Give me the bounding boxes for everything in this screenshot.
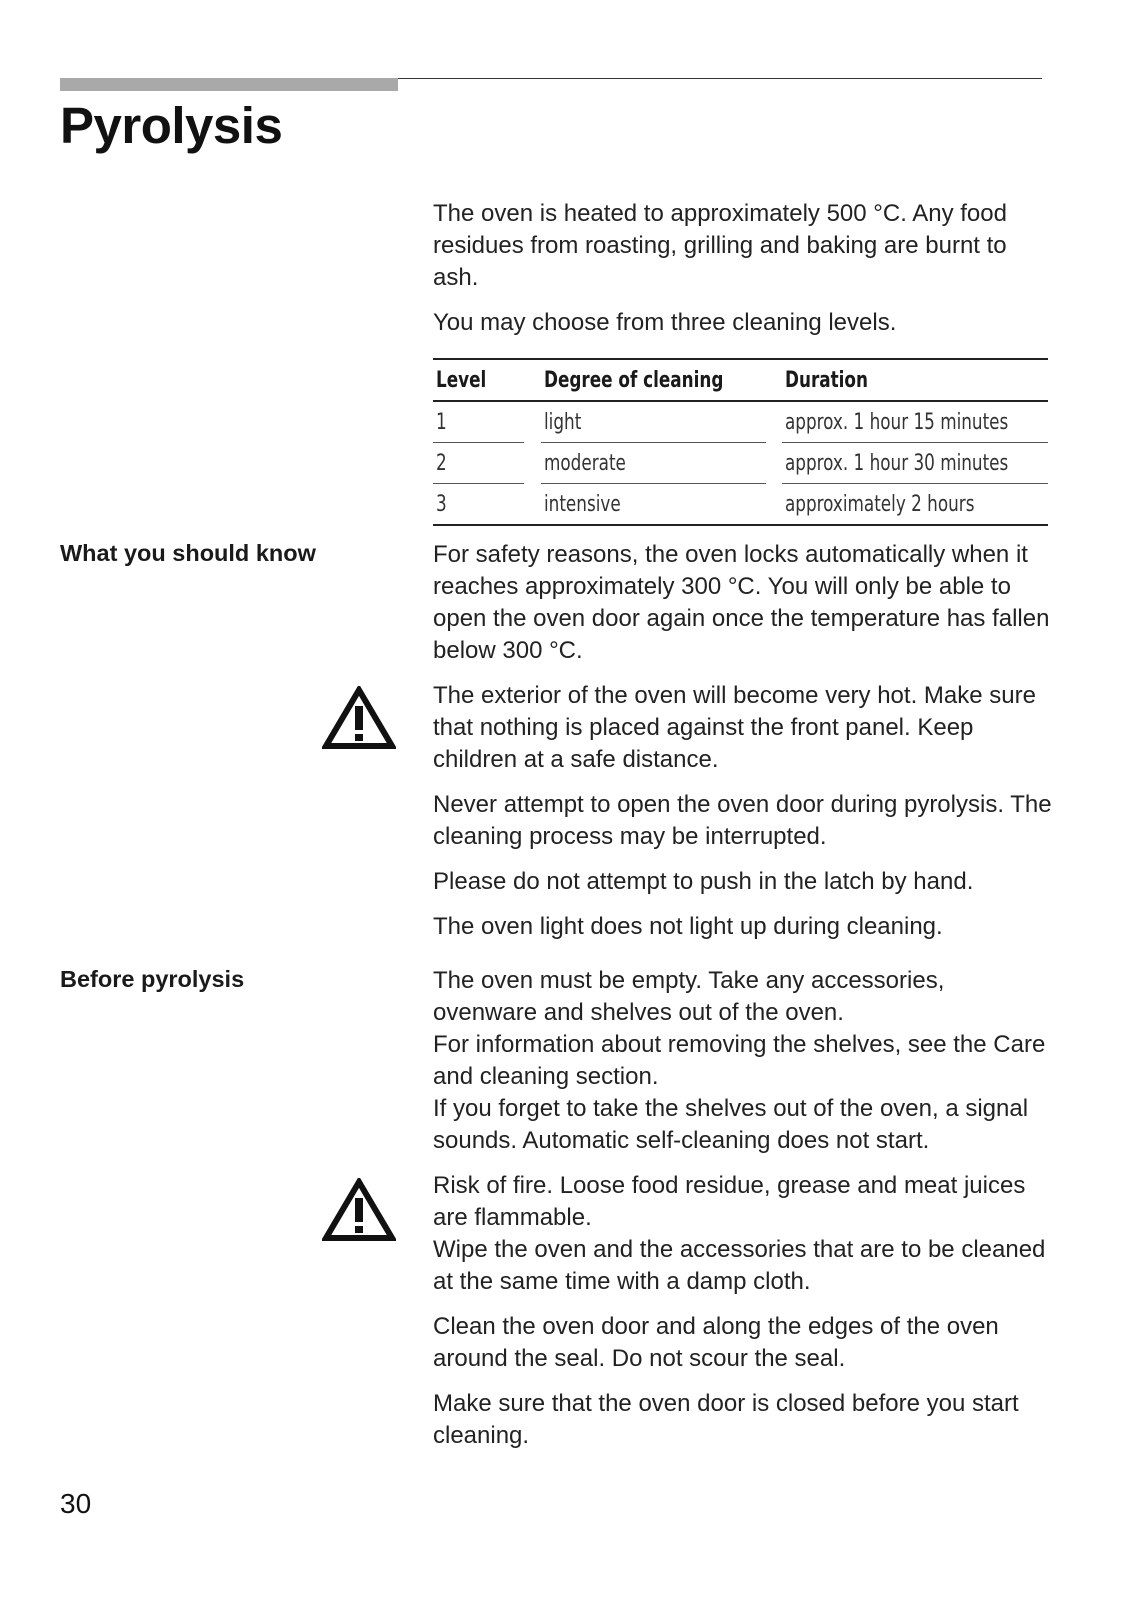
empty-oven-paragraph: The oven must be empty. Take any accessories, ovenware and shelves out of the oven. <box>433 967 945 1026</box>
table-header-degree: Degree of cleaning <box>541 359 766 401</box>
intro-section <box>433 198 1053 352</box>
latch-paragraph: Please do not attempt to push in the latch by hand. <box>433 868 974 895</box>
table-cell-degree: moderate <box>541 443 766 484</box>
table-row <box>433 443 1048 484</box>
before-section <box>433 965 1053 1465</box>
intro-paragraph: The oven is heated to approximately 500 °C. Any food residues from roasting, grilling and baking are burnt to ash. <box>433 200 1007 291</box>
safety-lock-paragraph: For safety reasons, the oven locks automatically when it reaches approximately 300 °C. You will only be able to open the oven door again once the temperature has fallen below 300 °C. <box>433 541 1050 664</box>
table-row <box>433 484 1048 526</box>
table-row <box>433 401 1048 443</box>
table-cell-level: 3 <box>436 491 447 517</box>
oven-light-paragraph: The oven light does not light up during cleaning. <box>433 913 943 940</box>
table-cell-degree: light <box>541 401 766 443</box>
cleaning-levels-table <box>433 358 1048 526</box>
clean-door-paragraph: Clean the oven door and along the edges of the oven around the seal. Do not scour the seal. <box>433 1313 999 1372</box>
table-cell-level: 2 <box>433 443 524 484</box>
table-header-duration: Duration <box>782 359 1048 401</box>
fire-risk-warning: Risk of fire. Loose food residue, grease and meat juices are flammable. <box>433 1172 1026 1231</box>
table-cell-duration: approx. 1 hour 30 minutes <box>782 443 1048 484</box>
page-number: 30 <box>60 1488 92 1519</box>
know-section <box>433 539 1053 956</box>
before-pyrolysis-heading: Before pyrolysis <box>60 966 245 992</box>
table-header-row <box>433 359 1048 401</box>
table-cell-level: 1 <box>433 401 524 443</box>
signal-paragraph: If you forget to take the shelves out of the oven, a signal sounds. Automatic self-cleaning does not start. <box>433 1095 1029 1154</box>
table-cell-duration: approx. 1 hour 15 minutes <box>782 401 1048 443</box>
page-title: Pyrolysis <box>60 97 283 154</box>
shelves-info-paragraph: For information about removing the shelves, see the Care and cleaning section. <box>433 1031 1046 1090</box>
levels-intro-paragraph: You may choose from three cleaning levels. <box>433 309 897 336</box>
warning-triangle-icon <box>322 686 396 750</box>
door-closed-paragraph: Make sure that the oven door is closed before you start cleaning. <box>433 1390 1019 1449</box>
warning-triangle-icon <box>322 1178 396 1242</box>
wipe-paragraph: Wipe the oven and the accessories that are to be cleaned at the same time with a damp cloth. <box>433 1236 1046 1295</box>
header-accent-bar <box>60 78 398 91</box>
table-header-level: Level <box>433 359 524 401</box>
what-you-should-know-heading: What you should know <box>60 540 316 566</box>
table-cell-duration: approximately 2 hours <box>785 491 975 517</box>
table-cell-degree: intensive <box>543 491 621 517</box>
door-warning-paragraph: Never attempt to open the oven door during pyrolysis. The cleaning process may be interrupted. <box>433 791 1052 850</box>
hot-exterior-warning: The exterior of the oven will become very hot. Make sure that nothing is placed against the front panel. Keep children at a safe distance. <box>433 682 1036 773</box>
